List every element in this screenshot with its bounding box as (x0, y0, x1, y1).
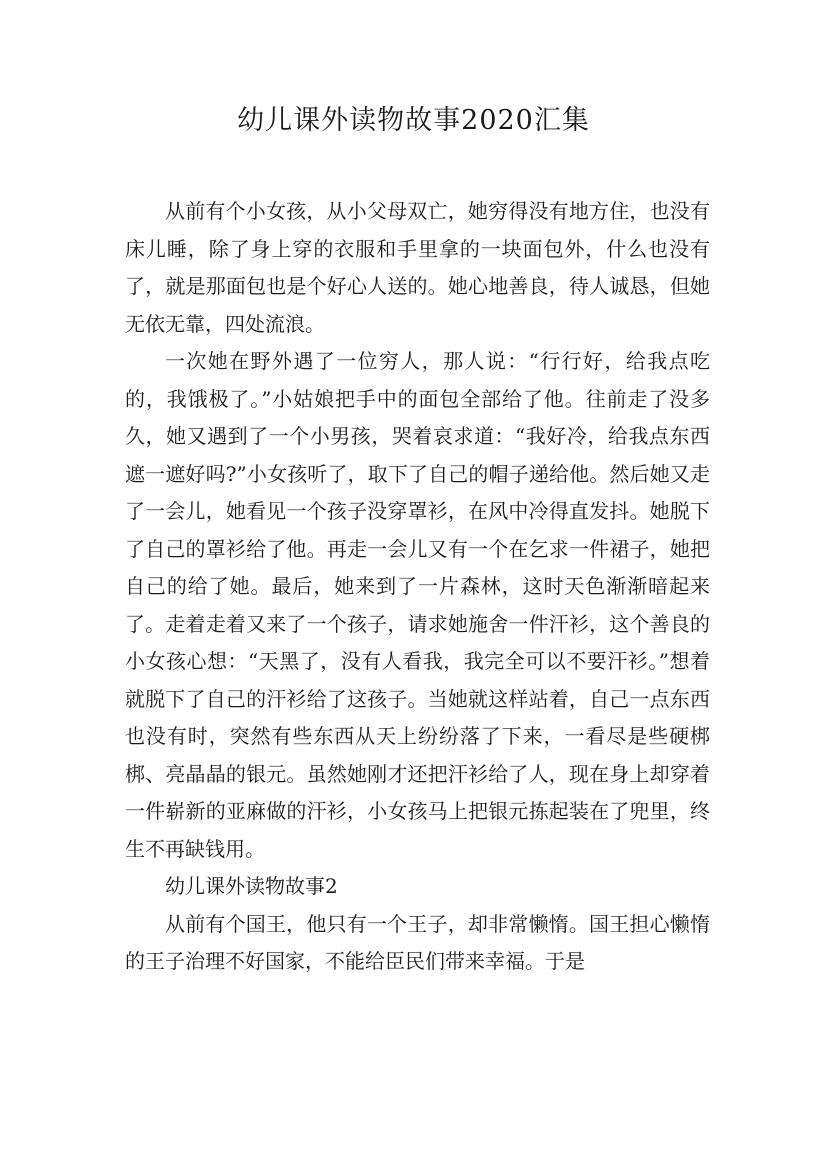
paragraph: 一次她在野外遇了一位穷人，那人说：“行行好，给我点吃的，我饿极了。”小姑娘把手中的面包全部给了他。往前走了没多久，她又遇到了一个小男孩，哭着哀求道：“我好冷，给我点东西遮一遮好吗?”小女孩听了，取下了自己的帽子递给他。然后她又走了一会儿，她看见一个孩子没穿罩衫，在风中冷得直发抖。她脱下了自己的罩衫给了他。再走一会儿又有一个在乞求一件裙子，她把自己的给了她。最后，她来到了一片森林，这时天色渐渐暗起来了。走着走着又来了一个孩子，请求她施舍一件汗衫，这个善良的小女孩心想：“天黑了，没有人看我，我完全可以不要汗衫。”想着就脱下了自己的汗衫给了这孩子。当她就这样站着，自己一点东西也没有时，突然有些东西从天上纷纷落了下来，一看尽是些硬梆梆、亮晶晶的银元。虽然她刚才还把汗衫给了人，现在身上却穿着一件崭新的亚麻做的汗衫，小女孩马上把银元拣起装在了兜里，终生不再缺钱用。 (125, 349, 710, 861)
paragraph: 从前有个国王，他只有一个王子，却非常懒惰。国王担心懒惰的王子治理不好国家，不能给臣民们带来幸福。于是 (125, 911, 710, 973)
paragraph: 从前有个小女孩，从小父母双亡，她穷得没有地方住，也没有床儿睡，除了身上穿的衣服和手里拿的一块面包外，什么也没有了，就是那面包也是个好心人送的。她心地善良，待人诚恳，但她无依无靠，四处流浪。 (125, 199, 710, 336)
section-heading: 幼儿课外读物故事2 (165, 874, 338, 898)
document-title: 幼儿课外读物故事2020汇集 (237, 105, 590, 136)
document-body (125, 193, 710, 981)
